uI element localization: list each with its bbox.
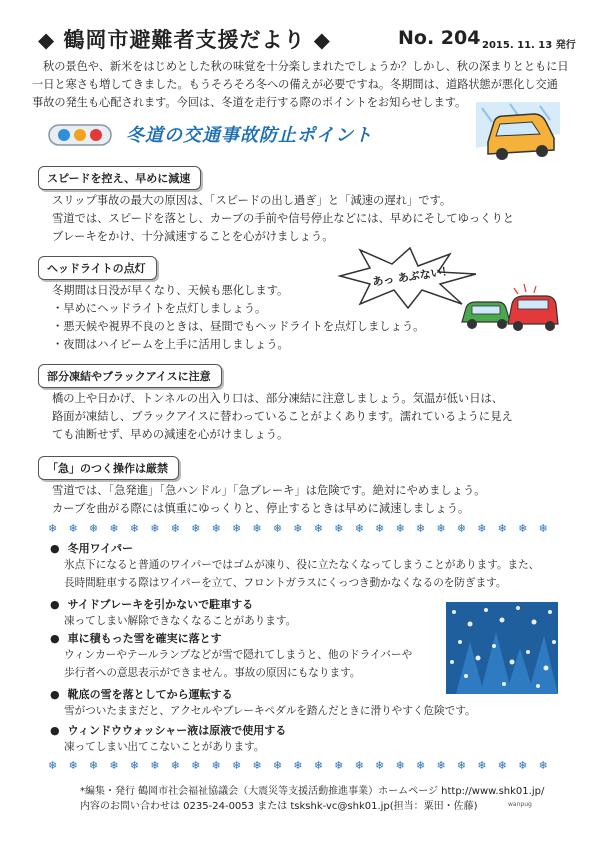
section-body-sudden: [52, 482, 486, 518]
tip-body: 凍ってしまい解除できなくなることがあります。: [64, 615, 297, 627]
car-in-snow-illustration: [470, 98, 564, 168]
body-line: ても油断せず、早めの減速を心がけましょう。: [52, 428, 289, 441]
tip-title: ● 冬用ワイパー: [50, 542, 134, 555]
section-heading-headlight: ヘッドライトの点灯: [38, 256, 157, 280]
intro-line: 秋の景色や、新米をはじめとした秋の味覚を十分楽しまれたでしょうか？しかし、秋の深まりとともに日: [43, 60, 569, 73]
tip-body: 凍ってしまい出てこないことがあります。: [64, 741, 265, 753]
tip-body: 雪がついたままだと、アクセルやブレーキペダルを踏んだときに滑りやすく危険です。: [64, 705, 476, 717]
section-heading-black-ice: 部分凍結やブラックアイスに注意: [38, 364, 222, 388]
tip-title: ● サイドブレーキを引かないで駐車する: [50, 598, 254, 611]
intro-line: 事故の発生も心配されます。今回は、冬道を走行する際のポイントをお知らせします。: [32, 96, 467, 109]
footer: [80, 784, 544, 814]
tip-body: 氷点下になると普通のワイパーではゴムが凍り、役に立たなくなってしまうことがあります。また、 長時間駐車する際はワイパーを立て、フロントガラスにくっつき動かなくなるのを防ぎます。: [64, 559, 540, 589]
footer-publisher: *編集・発行 鶴岡市社会福祉協議会（大震災等支援活動推進事業）ホームページ http://www.shk01.jp/: [80, 786, 545, 797]
body-line: 冬期間は日没が早くなり、天候も悪化します。: [52, 284, 289, 297]
section-banner: 冬道の交通事故防止ポイント: [126, 125, 373, 146]
intro-line: 一日と寒さも増してきました。もうそろそろ冬への備えが必要ですね。冬期間は、道路状態が悪化し交通: [32, 78, 558, 91]
snowy-forest-illustration: [446, 602, 558, 694]
body-line: ・早めにヘッドライトを点灯しましょう。: [52, 302, 267, 315]
car-collision-illustration: [458, 282, 562, 332]
issue-date: 2015. 11. 13 発行: [482, 40, 576, 51]
callout-text: あっ あぶない！: [371, 264, 454, 289]
body-line: ブレーキをかけ、十分減速することを心がけましょう。: [52, 230, 334, 243]
body-line: スリップ事故の最大の原因は、「スピードの出し過ぎ」と「減速の遅れ」です。: [52, 194, 452, 207]
snowflake-divider: ❄ ❄ ❄ ❄ ❄ ❄ ❄ ❄ ❄ ❄ ❄ ❄ ❄ ❄ ❄ ❄ ❄ ❄ ❄ ❄ ❄ ❄ ❄ ❄ ❄: [48, 522, 548, 535]
tip-title: ● 靴底の雪を落としてから運転する: [50, 688, 233, 701]
issue-number: No. 204: [398, 27, 481, 49]
tip-title: ● ウィンドウウォッシャー液は原液で使用する: [50, 724, 287, 737]
tip-title: ● 車に積もった雪を確実に落とす: [50, 632, 222, 645]
newsletter-title: ◆ 鶴岡市避難者支援だより ◆: [38, 28, 331, 52]
tip-body: ウィンカーやテールランプなどが雪で隠れてしまうと、他のドライバーや 歩行者への意思表示ができません。事故の原因にもなります。: [64, 649, 413, 679]
body-line: ・夜間はハイビームを上手に活用しましょう。: [52, 338, 289, 351]
body-line: 雪道では、「急発進」「急ハンドル」「急ブレーキ」は危険です。絶対にやめましょう。: [52, 484, 486, 497]
body-line: 雪道では、スピードを落とし、カーブの手前や信号停止などには、早めにそしてゆっくりと: [52, 212, 515, 225]
traffic-light-icon: [48, 124, 112, 146]
section-heading-sudden: 「急」のつく操作は厳禁: [38, 456, 179, 480]
body-line: ・悪天候や視界不良のときは、昼間でもヘッドライトを点灯しましょう。: [52, 320, 425, 333]
snowflake-divider: ❄ ❄ ❄ ❄ ❄ ❄ ❄ ❄ ❄ ❄ ❄ ❄ ❄ ❄ ❄ ❄ ❄ ❄ ❄ ❄ ❄ ❄ ❄ ❄ ❄: [48, 759, 548, 772]
body-line: カーブを曲がる際には慎重にゆっくりと、停止するときは早めに減速しましょう。: [52, 502, 470, 515]
section-body-speed: [52, 192, 514, 246]
body-line: 路面が凍結し、ブラックアイスに替わっていることがよくあります。濡れているように見え: [52, 410, 513, 423]
section-body-black-ice: [52, 390, 513, 444]
footer-credit: wanpug: [508, 801, 532, 808]
section-heading-speed: スピードを控え、早めに減速: [38, 166, 201, 190]
body-line: 橋の上や日かげ、トンネルの出入り口は、部分凍結に注意しましょう。気温が低い日は、: [52, 392, 504, 405]
footer-contact: 内容のお問い合わせは 0235-24-0053 または tskshk-vc@shk01.jp(担当：粟田・佐藤): [80, 801, 478, 812]
